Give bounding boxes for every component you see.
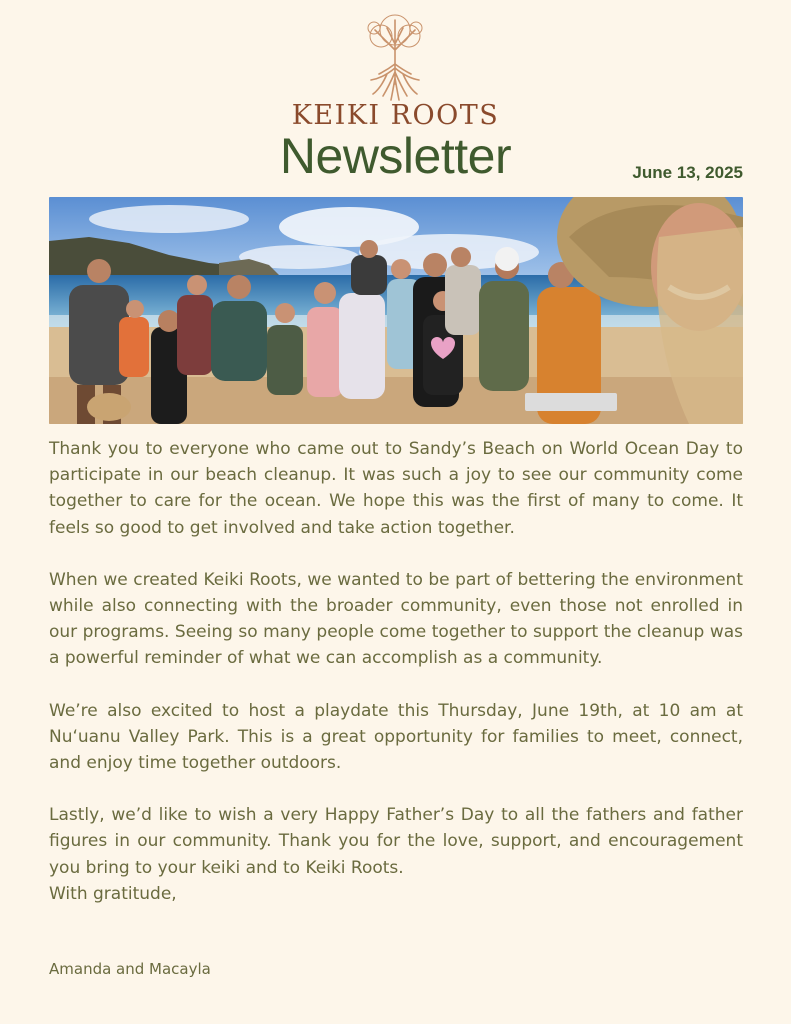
signature: Amanda and Macayla: [49, 960, 211, 978]
body-paragraph: When we created Keiki Roots, we wanted to be part of bettering the environment while also connecting with the broader community, even those not enrolled in our programs. Seeing so many people come together to support the cleanup was a powerful reminder of what we can accomplish as a community.: [49, 569, 743, 669]
tree-of-life-icon: [347, 8, 443, 104]
body-paragraph: Thank you to everyone who came out to Sandy’s Beach on World Ocean Day to participate in our beach cleanup. It was such a joy to see our community come together to care for the ocean. We hope this was the first of many to come. It feels so good to get involved and take action together.: [49, 439, 743, 538]
newsletter-date: June 13, 2025: [632, 163, 743, 182]
newsletter-title: Newsletter: [279, 128, 512, 184]
body-paragraph: Lastly, we’d like to wish a very Happy Father’s Day to all the fathers and father figures in our community. Thank you for the love, support, and encouragement you bring to your keiki and to Keiki Roots.: [49, 805, 743, 878]
brand-name: KEIKI ROOTS: [291, 100, 500, 131]
closing-line: With gratitude,: [49, 883, 177, 904]
body-paragraph: We’re also excited to host a playdate this Thursday, June 19th, at 10 am at Nuʻuanu Valley Park. This is a great opportunity for families to meet, connect, and enjoy time together outdoors.: [49, 700, 743, 774]
newsletter-body: [49, 436, 743, 907]
group-photo: [49, 197, 743, 424]
